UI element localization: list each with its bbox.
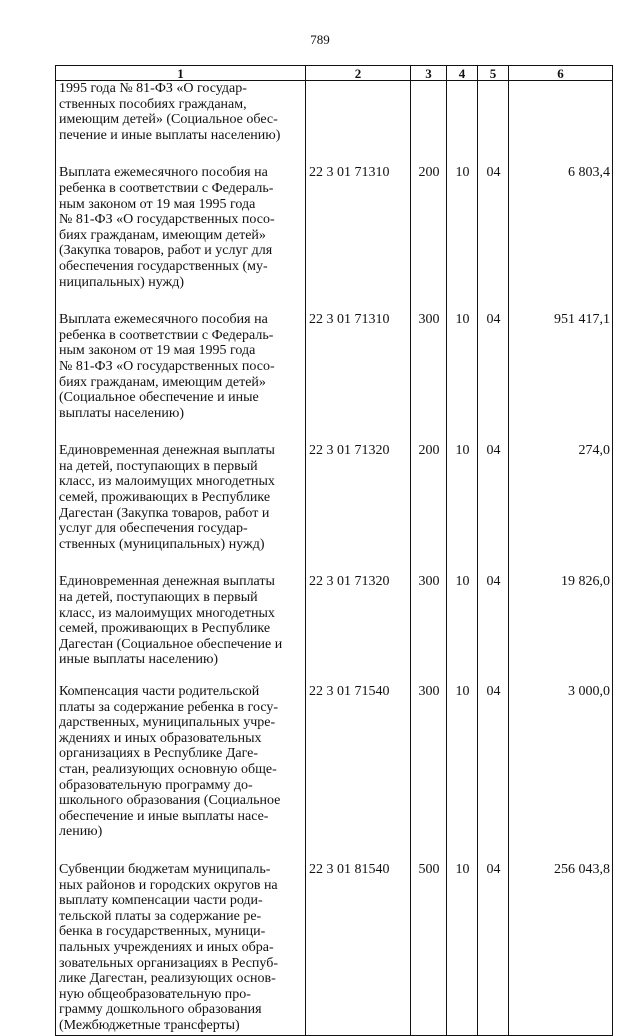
table-row — [56, 684, 613, 862]
row-name-line: ственных (муниципальных) нужд) — [59, 536, 265, 552]
row-amount: 274,0 — [509, 443, 613, 574]
row-name-line: ных районов и городских округов на — [59, 877, 278, 893]
column-header-2: 2 — [306, 66, 411, 81]
row-name — [56, 443, 306, 574]
row-name-line: стан, реализующих основную обще- — [59, 761, 277, 777]
table-row — [56, 312, 613, 443]
row-section: 10 — [447, 684, 478, 862]
row-name-line: (Социальное обеспечение и иные — [59, 390, 259, 406]
row-expense-type: 200 — [411, 443, 447, 574]
row-code: 22 3 01 71310 — [306, 312, 411, 443]
row-name-line: дарственных, муниципальных учре- — [59, 715, 276, 731]
row-amount: 3 000,0 — [509, 684, 613, 862]
row-subsection: 04 — [478, 574, 509, 684]
row-name-line: Дагестан (Закупка товаров, работ и — [59, 505, 270, 521]
row-name-line: (Закупка товаров, работ и услуг для — [59, 243, 273, 259]
row-name-line: биях гражданам, имеющим детей» — [59, 374, 266, 390]
row-name-line: (Межбюджетные трансферты) — [59, 1017, 240, 1033]
column-header-3: 3 — [411, 66, 447, 81]
row-name-line: зовательных организациях в Респуб- — [59, 955, 279, 971]
row-name-line: ниципальных) нужд) — [59, 274, 184, 290]
row-name-line: Дагестан (Социальное обеспечение и — [59, 636, 283, 652]
row-expense-type: 500 — [411, 862, 447, 1036]
row-code: 22 3 01 71320 — [306, 574, 411, 684]
row-name-line: тельской платы за содержание ре- — [59, 908, 262, 924]
row-name-line: печение и иные выплаты населению) — [59, 127, 281, 143]
row-name-line: лике Дагестан, реализующих основ- — [59, 971, 276, 987]
row-expense-type: 300 — [411, 574, 447, 684]
row-name-line: выплату компенсации части роди- — [59, 893, 263, 909]
row-expense-type — [411, 81, 447, 166]
column-header-5: 5 — [478, 66, 509, 81]
row-name-line: ным законом от 19 мая 1995 года — [59, 196, 256, 212]
row-name-line: пальных учреждениях и иных обра- — [59, 939, 274, 955]
row-subsection: 04 — [478, 443, 509, 574]
row-name-line: Выплата ежемесячного пособия на — [59, 165, 268, 181]
row-name — [56, 862, 306, 1036]
row-section: 10 — [447, 165, 478, 312]
column-header-4: 4 — [447, 66, 478, 81]
row-name-line: ную общеобразовательную про- — [59, 986, 251, 1002]
row-code: 22 3 01 81540 — [306, 862, 411, 1036]
row-section: 10 — [447, 312, 478, 443]
row-subsection: 04 — [478, 862, 509, 1036]
row-name-line: ребенка в соответствии с Федераль- — [59, 180, 274, 196]
row-name — [56, 574, 306, 684]
row-name-line: Единовременная денежная выплаты — [59, 443, 275, 459]
row-code: 22 3 01 71320 — [306, 443, 411, 574]
row-name-line: организациях в Республике Даге- — [59, 746, 259, 762]
row-name-line: иные выплаты населению) — [59, 652, 219, 668]
budget-table — [55, 65, 613, 1036]
row-name-line: класс, из малоимущих многодетных — [59, 605, 275, 621]
row-name-line: класс, из малоимущих многодетных — [59, 474, 275, 490]
row-amount — [509, 81, 613, 166]
row-name-line: ребенка в соответствии с Федераль- — [59, 327, 274, 343]
row-subsection: 04 — [478, 312, 509, 443]
row-name-line: грамму дошкольного образования — [59, 1002, 262, 1018]
row-code: 22 3 01 71540 — [306, 684, 411, 862]
row-name-line: на детей, поступающих в первый — [59, 458, 258, 474]
row-name-line: № 81-ФЗ «О государственных посо- — [59, 212, 275, 228]
row-name-line: обеспечение и иные выплаты насе- — [59, 808, 269, 824]
row-name — [56, 684, 306, 862]
row-name-line: ждениях и иных образовательных — [59, 730, 262, 746]
row-name-line: 1995 года № 81-ФЗ «О государ- — [59, 81, 247, 96]
row-subsection: 04 — [478, 165, 509, 312]
row-name — [56, 312, 306, 443]
row-name-line: ственных пособиях гражданам, — [59, 96, 247, 112]
table-row — [56, 443, 613, 574]
table-header-row — [56, 66, 613, 81]
row-name-line: Компенсация части родительской — [59, 684, 260, 699]
row-name-line: платы за содержание ребенка в госу- — [59, 699, 279, 715]
row-expense-type: 200 — [411, 165, 447, 312]
row-name-line: семей, проживающих в Республике — [59, 490, 271, 506]
row-name-line: ным законом от 19 мая 1995 года — [59, 343, 256, 359]
row-name-line: бенка в государственных, муници- — [59, 924, 266, 940]
column-header-6: 6 — [509, 66, 613, 81]
row-name-line: имеющим детей» (Социальное обес- — [59, 112, 278, 128]
row-amount: 6 803,4 — [509, 165, 613, 312]
column-header-1: 1 — [56, 66, 306, 81]
row-amount: 951 417,1 — [509, 312, 613, 443]
row-section: 10 — [447, 862, 478, 1036]
row-name-line: семей, проживающих в Республике — [59, 621, 271, 637]
row-name-line: Субвенции бюджетам муниципаль- — [59, 861, 271, 877]
row-name-line: Единовременная денежная выплаты — [59, 574, 275, 590]
row-subsection — [478, 81, 509, 166]
row-amount: 256 043,8 — [509, 862, 613, 1036]
row-name-line: услуг для обеспечения государ- — [59, 521, 248, 537]
table-row — [56, 862, 613, 1036]
row-name-line: школьного образования (Социальное — [59, 793, 281, 809]
row-name-line: Выплата ежемесячного пособия на — [59, 312, 268, 328]
row-name-line: выплаты населению) — [59, 405, 184, 421]
page-number: 789 — [310, 32, 330, 47]
row-code: 22 3 01 71310 — [306, 165, 411, 312]
row-name-line: № 81-ФЗ «О государственных посо- — [59, 358, 275, 374]
row-name-line: биях гражданам, имеющим детей» — [59, 227, 266, 243]
table-row — [56, 574, 613, 684]
row-section — [447, 81, 478, 166]
row-expense-type: 300 — [411, 312, 447, 443]
row-name — [56, 165, 306, 312]
table-row — [56, 81, 613, 166]
row-section: 10 — [447, 574, 478, 684]
row-name-line: лению) — [59, 824, 103, 840]
row-name-line: обеспечения государственных (му- — [59, 258, 268, 274]
table-row — [56, 165, 613, 312]
row-name — [56, 81, 306, 166]
row-section: 10 — [447, 443, 478, 574]
row-expense-type: 300 — [411, 684, 447, 862]
row-subsection: 04 — [478, 684, 509, 862]
row-amount: 19 826,0 — [509, 574, 613, 684]
row-code — [306, 81, 411, 166]
row-name-line: на детей, поступающих в первый — [59, 590, 258, 606]
row-name-line: образовательную программу до- — [59, 777, 253, 793]
